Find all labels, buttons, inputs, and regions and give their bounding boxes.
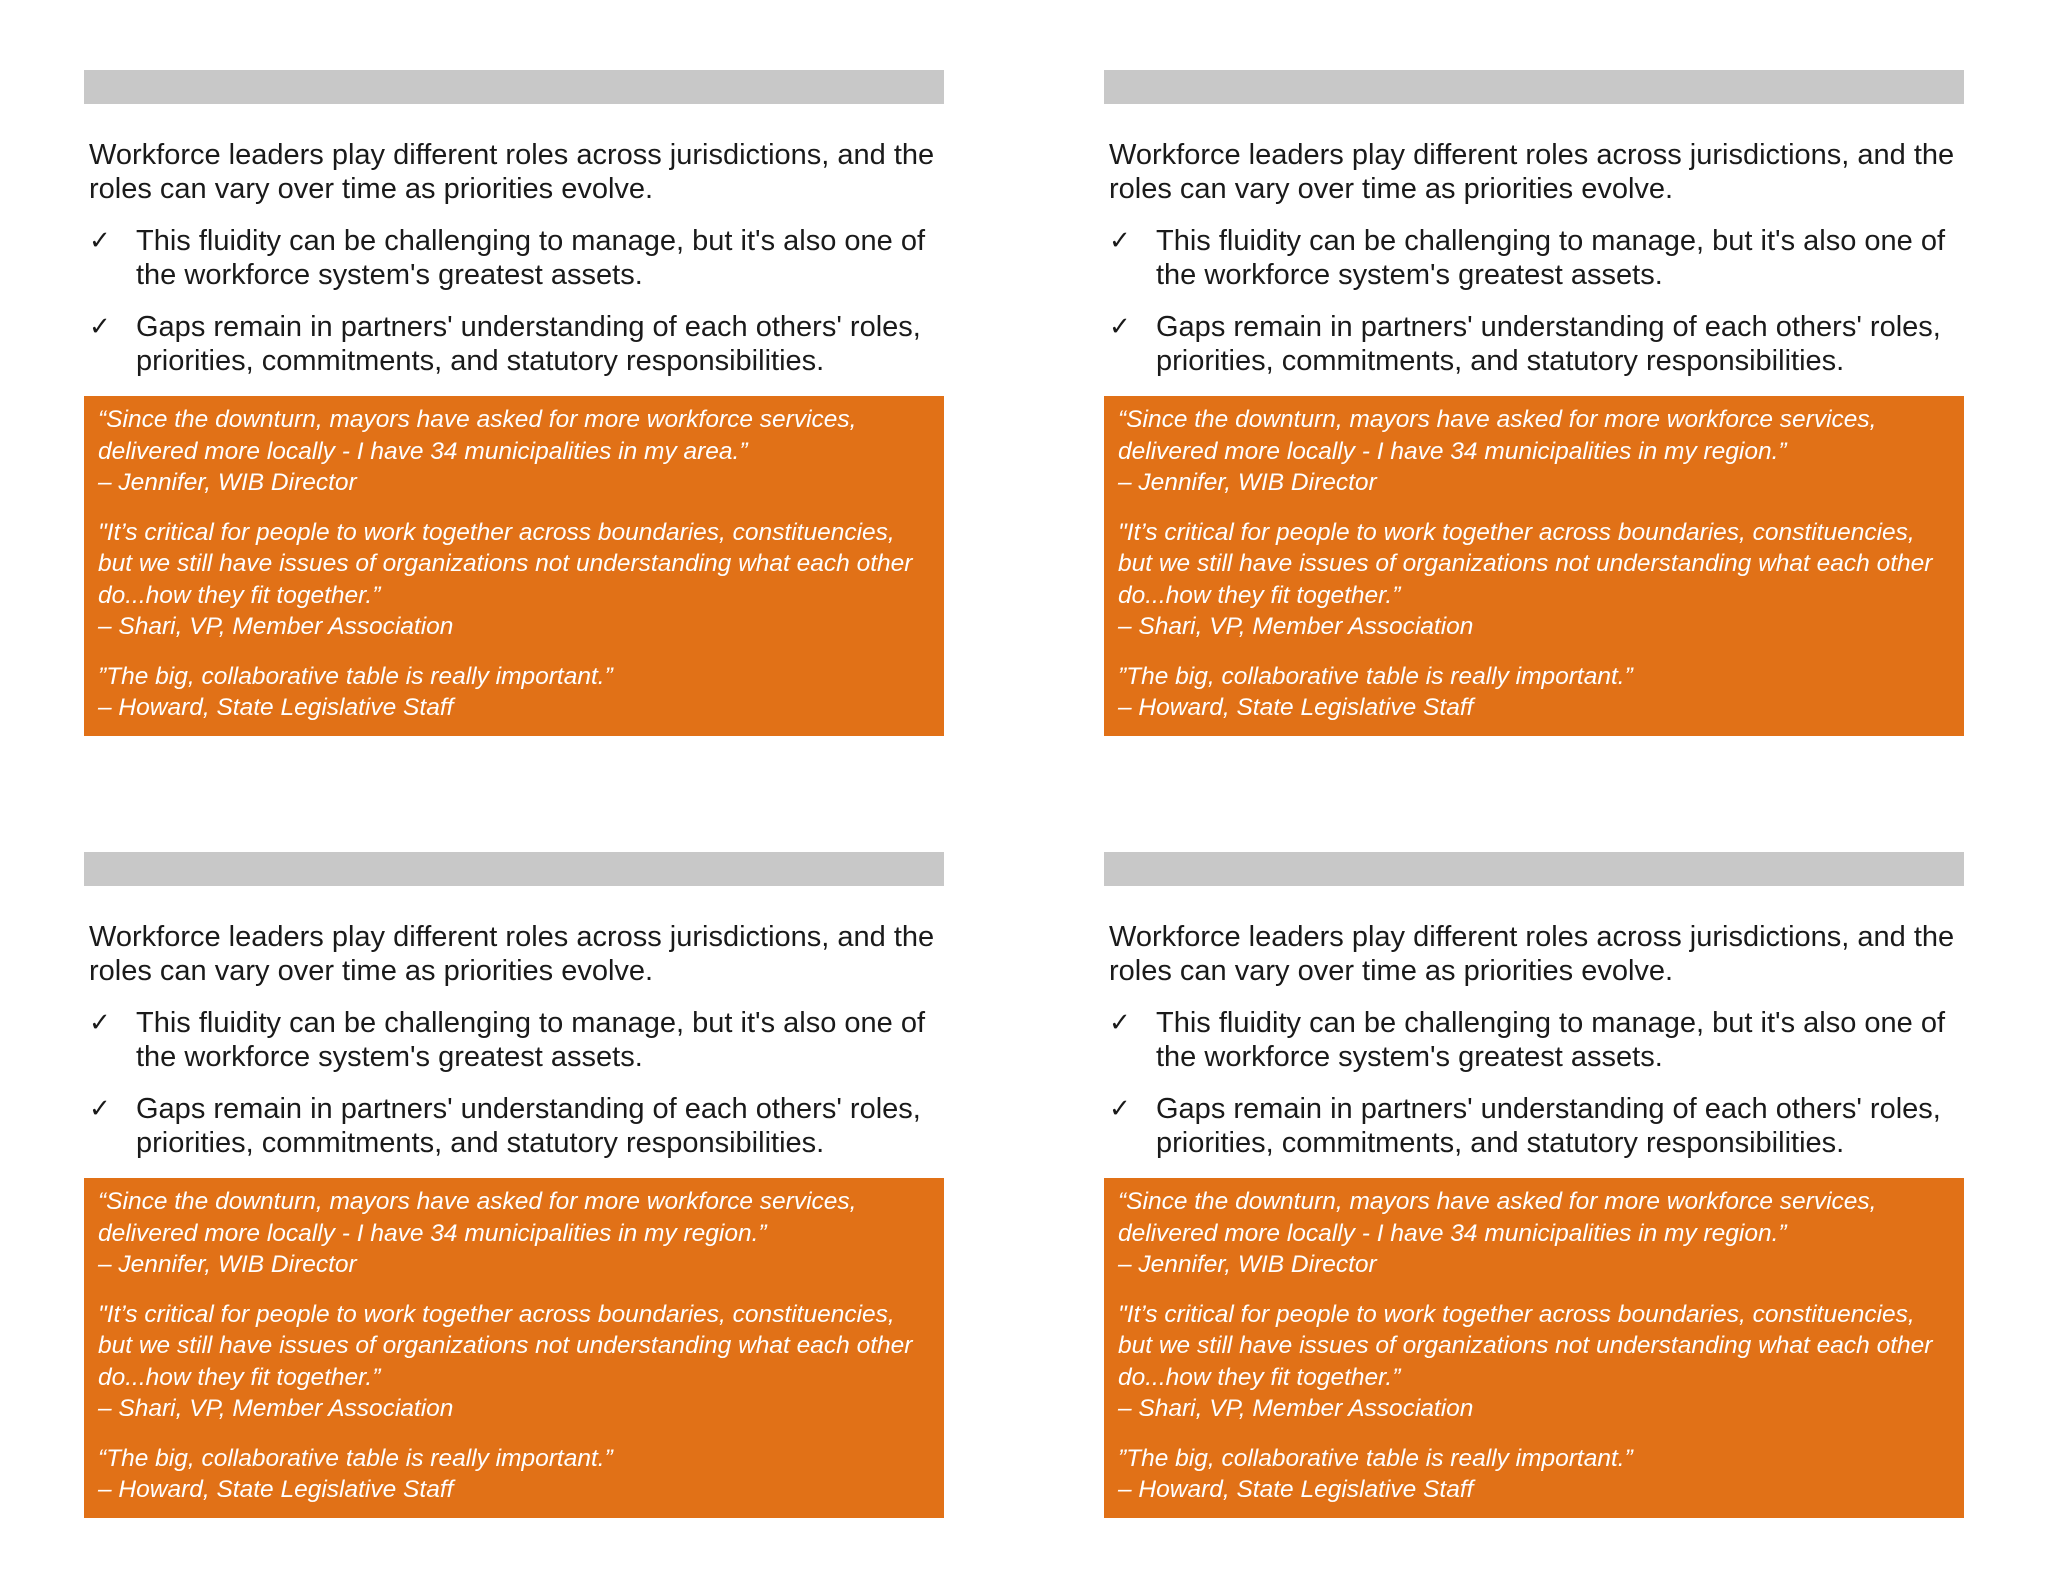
intro-text: Workforce leaders play different roles across jurisdictions, and the roles can vary over time as priorities evolve. — [89, 921, 935, 987]
quote-attribution: – Jennifer, WIB Director — [98, 1251, 357, 1278]
bullet-text: Gaps remain in partners' understanding of each others' roles, priorities, commitments, and statutory responsibilities. — [1156, 1093, 1941, 1159]
quote — [1118, 1443, 1950, 1506]
bullet-text: This fluidity can be challenging to manage, but it's also one of the workforce system's greatest assets. — [136, 225, 926, 291]
quote-text: “The big, collaborative table is really important.” — [98, 1444, 613, 1472]
quote-attribution: – Jennifer, WIB Director — [1118, 469, 1377, 496]
check-icon: ✓ — [1109, 1008, 1131, 1038]
quote-box — [84, 1178, 944, 1518]
quote-box — [1104, 396, 1964, 736]
quote-box — [84, 396, 944, 736]
bullet-item — [89, 310, 944, 378]
quote-attribution: – Shari, VP, Member Association — [1118, 613, 1474, 640]
quote-box — [1104, 1178, 1964, 1518]
intro-text: Workforce leaders play different roles across jurisdictions, and the roles can vary over time as priorities evolve. — [89, 139, 935, 205]
quote-attribution: – Howard, State Legislative Staff — [98, 694, 454, 721]
bullet-item — [89, 1092, 944, 1160]
check-icon: ✓ — [1109, 312, 1131, 342]
bullet-list — [89, 1006, 944, 1160]
quote — [1118, 404, 1950, 499]
quote-text: “Since the downturn, mayors have asked for more workforce services, delivered more locally - I have 34 municipalities in my region.” — [1118, 406, 1877, 465]
slide-panel-top-right — [1104, 70, 1964, 736]
title-bar — [1104, 852, 1964, 886]
bullet-item — [1109, 1006, 1964, 1074]
check-icon: ✓ — [89, 226, 111, 256]
check-icon: ✓ — [1109, 1094, 1131, 1124]
quote — [98, 1299, 930, 1425]
bullet-item — [89, 1006, 944, 1074]
bullet-text: Gaps remain in partners' understanding of each others' roles, priorities, commitments, and statutory responsibilities. — [136, 311, 921, 377]
quote — [98, 517, 930, 643]
quote-attribution: – Jennifer, WIB Director — [1118, 1251, 1377, 1278]
quote-attribution: – Howard, State Legislative Staff — [1118, 1476, 1474, 1503]
bullet-item — [1109, 310, 1964, 378]
quote-attribution: – Jennifer, WIB Director — [98, 469, 357, 496]
quote-text: “Since the downturn, mayors have asked for more workforce services, delivered more locally - I have 34 municipalities in my region.” — [98, 1188, 857, 1247]
quote-attribution: – Shari, VP, Member Association — [1118, 1395, 1474, 1422]
title-bar — [84, 70, 944, 104]
slide-panel-bottom-right — [1104, 852, 1964, 1518]
quote-attribution: – Howard, State Legislative Staff — [98, 1476, 454, 1503]
bullet-list — [1109, 1006, 1964, 1160]
bullet-text: Gaps remain in partners' understanding of each others' roles, priorities, commitments, and statutory responsibilities. — [136, 1093, 921, 1159]
check-icon: ✓ — [89, 1094, 111, 1124]
check-icon: ✓ — [89, 1008, 111, 1038]
quote — [98, 1186, 930, 1281]
quote-attribution: – Shari, VP, Member Association — [98, 613, 454, 640]
bullet-list — [1109, 224, 1964, 378]
quote — [1118, 1186, 1950, 1281]
bullet-item — [89, 224, 944, 292]
bullet-text: This fluidity can be challenging to manage, but it's also one of the workforce system's greatest assets. — [1156, 225, 1946, 291]
quote-text: “Since the downturn, mayors have asked for more workforce services, delivered more locally - I have 34 municipalities in my area.” — [98, 406, 857, 465]
title-bar — [84, 852, 944, 886]
bullet-text: Gaps remain in partners' understanding of each others' roles, priorities, commitments, and statutory responsibilities. — [1156, 311, 1941, 377]
quote-attribution: – Howard, State Legislative Staff — [1118, 694, 1474, 721]
slide-panel-bottom-left — [84, 852, 944, 1518]
bullet-item — [1109, 224, 1964, 292]
bullet-text: This fluidity can be challenging to manage, but it's also one of the workforce system's greatest assets. — [1156, 1007, 1946, 1073]
quote-text: "It’s critical for people to work together across boundaries, constituencies, but we still have issues of organizations not understanding what each other do...how they fit together.” — [98, 1300, 913, 1391]
quote-text: ”The big, collaborative table is really important.” — [1118, 1444, 1633, 1472]
check-icon: ✓ — [1109, 226, 1131, 256]
quote-text: “Since the downturn, mayors have asked for more workforce services, delivered more locally - I have 34 municipalities in my region.” — [1118, 1188, 1877, 1247]
quote — [98, 1443, 930, 1506]
quote — [98, 404, 930, 499]
slide-panel-top-left — [84, 70, 944, 736]
quote-text: "It’s critical for people to work together across boundaries, constituencies, but we still have issues of organizations not understanding what each other do...how they fit together.” — [1118, 518, 1933, 609]
quote — [1118, 1299, 1950, 1425]
bullet-list — [89, 224, 944, 378]
bullet-item — [1109, 1092, 1964, 1160]
quote — [1118, 517, 1950, 643]
title-bar — [1104, 70, 1964, 104]
intro-text: Workforce leaders play different roles across jurisdictions, and the roles can vary over time as priorities evolve. — [1109, 139, 1955, 205]
bullet-text: This fluidity can be challenging to manage, but it's also one of the workforce system's greatest assets. — [136, 1007, 926, 1073]
quote — [98, 661, 930, 724]
quote-text: "It’s critical for people to work together across boundaries, constituencies, but we still have issues of organizations not understanding what each other do...how they fit together.” — [1118, 1300, 1933, 1391]
quote-text: "It’s critical for people to work together across boundaries, constituencies, but we still have issues of organizations not understanding what each other do...how they fit together.” — [98, 518, 913, 609]
quote-text: ”The big, collaborative table is really important.” — [98, 662, 613, 690]
intro-text: Workforce leaders play different roles across jurisdictions, and the roles can vary over time as priorities evolve. — [1109, 921, 1955, 987]
quote-text: ”The big, collaborative table is really important.” — [1118, 662, 1633, 690]
check-icon: ✓ — [89, 312, 111, 342]
quote-attribution: – Shari, VP, Member Association — [98, 1395, 454, 1422]
quote — [1118, 661, 1950, 724]
